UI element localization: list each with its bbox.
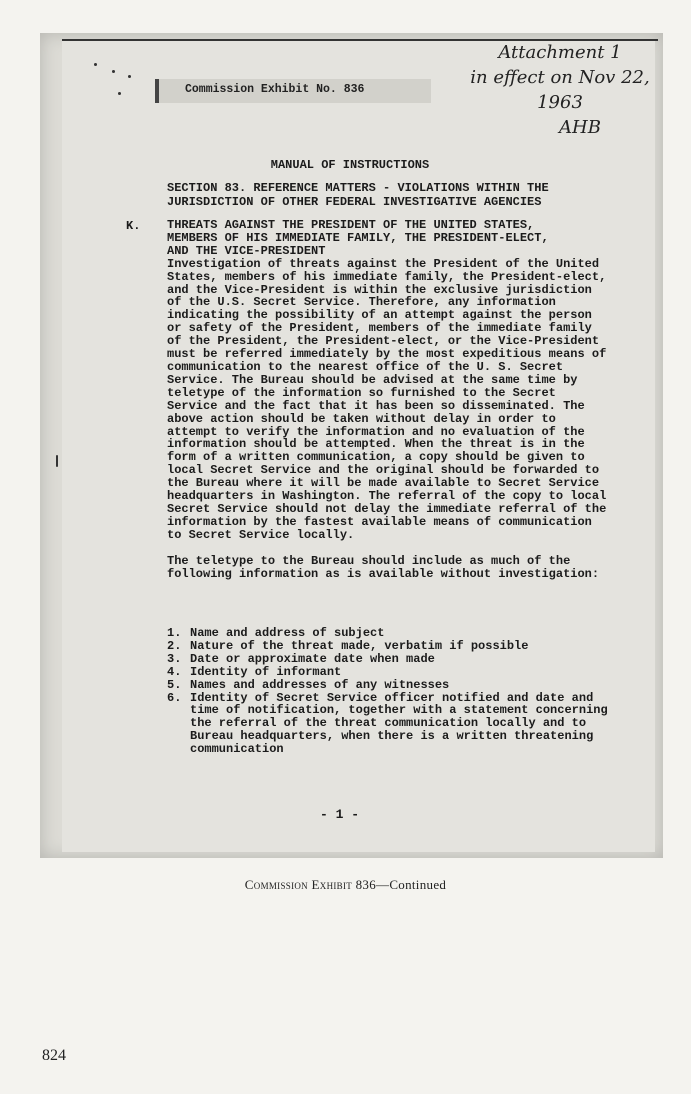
list-item: [167, 679, 612, 692]
section-line-2: JURISDICTION OF OTHER FEDERAL INVESTIGATIVE AGENCIES: [167, 195, 542, 209]
list-item: [167, 666, 612, 679]
caption-suffix: 836—Continued: [355, 877, 447, 892]
exhibit-label: Commission Exhibit No. 836: [185, 83, 365, 96]
speck: [94, 63, 97, 66]
list-text: Identity of Secret Service officer notified and date and time of notification, together with a statement concerning the referral of the threat communication locally and to Bureau headquarters, when there is a written threatening communication: [190, 690, 608, 757]
subject-line-1: THREATS AGAINST THE PRESIDENT OF THE UNITED STATES,: [167, 218, 535, 232]
folio-number: 824: [42, 1047, 66, 1064]
paragraph-investigation: Investigation of threats against the President of the United States, members of his immediate family, the President-elect, and the Vice-President is within the exclusive jurisdiction of the U.S. Secret Service. Therefore, any information indicating the possibility of an attempt against the person or safety of the President, members of the immediate family of the President, the President-elect, or the Vice-President must be referred immediately by the most expeditious means of communication to the nearest office of the U. S. Secret Service. The Bureau should be advised at the same time by teletype of the information so furnished to the Secret Service and the fact that it has been so disseminated. The above action should be taken without delay in order to attempt to verify the information and no evaluation of the information should be attempted. When the threat is in the form of a written communication, a copy should be given to local Secret Service and the original should be forwarded to the Bureau where it will be made available to Secret Service headquarters in Washington. The referral of the copy to local Secret Service should not delay the immediate referral of the information by the fastest available means of communication to Secret Service locally.: [167, 256, 607, 542]
section-title: [167, 181, 627, 209]
caption-prefix: Commission Exhibit: [244, 877, 353, 892]
speck: [118, 92, 121, 95]
list-item: [167, 653, 612, 666]
item-marker: K.: [126, 219, 141, 233]
subject-line-2: MEMBERS OF HIS IMMEDIATE FAMILY, THE PRESIDENT-ELECT,: [167, 230, 549, 245]
exhibit-caption: [0, 877, 691, 893]
handwritten-line-2: in effect on Nov 22, 1963: [470, 67, 650, 113]
page-number: - 1 -: [320, 807, 360, 822]
section-line-1: SECTION 83. REFERENCE MATTERS - VIOLATIONS WITHIN THE: [167, 181, 549, 195]
list-number: 5.: [167, 677, 182, 692]
list-text: Identity of informant: [190, 664, 342, 679]
list-item: [167, 627, 612, 640]
list-text: Name and address of subject: [190, 626, 385, 640]
list-number: 4.: [167, 664, 182, 679]
list-item: [167, 692, 612, 757]
speck: [112, 70, 115, 73]
speck: [56, 455, 58, 467]
speck: [128, 75, 131, 78]
list-text: Names and addresses of any witnesses: [190, 677, 450, 692]
handwritten-note: [450, 40, 670, 140]
exhibit-label-box: [155, 79, 431, 103]
list-item: [167, 640, 612, 653]
handwritten-initials: AHB: [559, 117, 601, 138]
list-number: 2.: [167, 638, 182, 653]
list-text: Nature of the threat made, verbatim if possible: [190, 638, 529, 653]
list-text: Date or approximate date when made: [190, 651, 435, 666]
manual-heading: MANUAL OF INSTRUCTIONS: [270, 158, 430, 172]
list-number: 1.: [167, 626, 182, 640]
instruction-body: [167, 219, 612, 580]
paragraph-teletype: The teletype to the Bureau should include as much of the following information as is available without investigation:: [167, 553, 600, 581]
info-list: [167, 627, 612, 756]
subject-line-3: AND THE VICE-PRESIDENT: [167, 243, 326, 258]
list-number: 6.: [167, 690, 182, 705]
list-number: 3.: [167, 651, 182, 666]
handwritten-line-1: Attachment 1: [498, 42, 622, 63]
